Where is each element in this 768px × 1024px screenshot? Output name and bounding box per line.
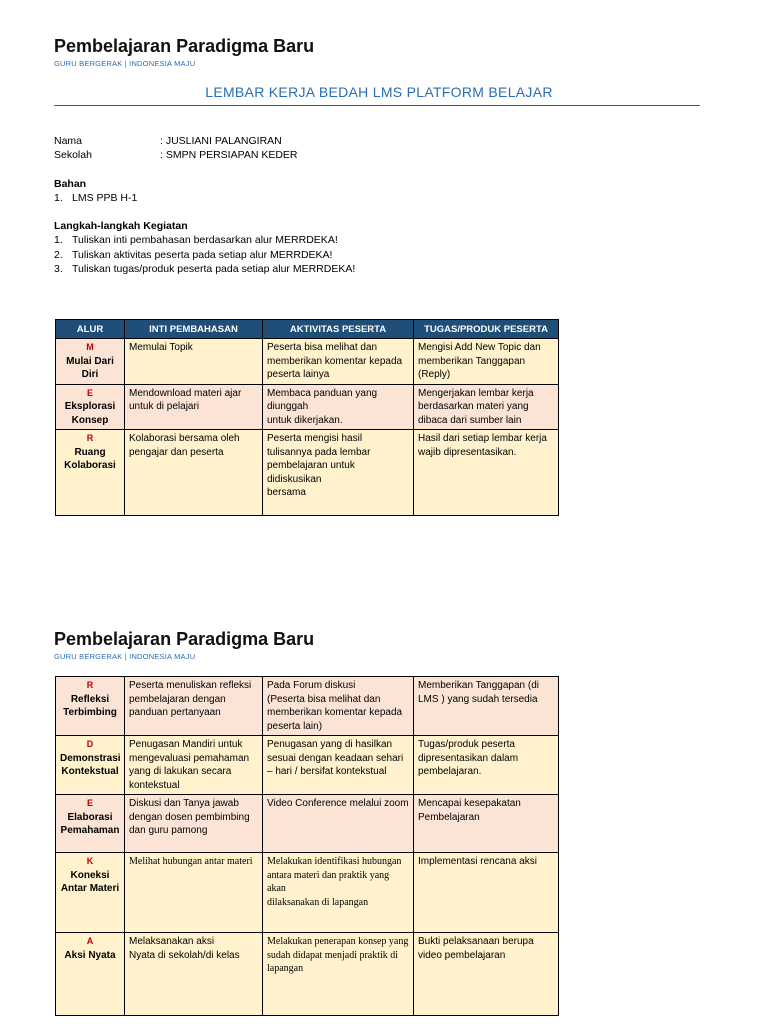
alur-cell [56, 736, 125, 795]
list-text: Tuliskan inti pembahasan berdasarkan alur MERRDEKA! [72, 234, 338, 247]
alur-letter: R [86, 680, 94, 690]
alur-cell [56, 853, 125, 933]
aktivitas-cell: Membaca panduan yang diunggah untuk dikerjakan. [263, 384, 414, 430]
aktivitas-cell: Peserta mengisi hasil tulisannya pada lembar pembelajaran untuk didiskusikan bersama [263, 430, 414, 516]
info-value: : JUSLIANI PALANGIRAN [160, 135, 282, 147]
list-item [54, 262, 355, 276]
alur-cell [56, 933, 125, 1016]
alur-cell [56, 430, 125, 516]
table-row [56, 677, 559, 736]
inti-cell: Kolaborasi bersama oleh pengajar dan peserta [125, 430, 263, 516]
page-header-title: Pembelajaran Paradigma Baru [54, 629, 315, 649]
langkah-section [54, 219, 355, 276]
aktivitas-cell: Peserta bisa melihat dan memberikan komentar kepada peserta lainya [263, 339, 414, 385]
alur-label: Koneksi Antar Materi [60, 869, 120, 894]
table-row [56, 795, 559, 853]
info-row-sekolah [54, 148, 298, 162]
alur-label: Refleksi Terbimbing [63, 693, 117, 718]
aktivitas-cell: Pada Forum diskusi (Peserta bisa melihat dan memberikan komentar kepada peserta lain) [263, 677, 414, 736]
alur-label: Aksi Nyata [64, 949, 116, 961]
inti-cell: Melihat hubungan antar materi [125, 853, 263, 933]
info-label: Sekolah [54, 149, 92, 162]
merrdeka-table-part-1 [55, 319, 559, 516]
alur-cell [56, 384, 125, 430]
bahan-list [54, 191, 137, 205]
alur-letter: K [86, 856, 94, 866]
column-header-aktivitas: AKTIVITAS PESERTA [263, 320, 414, 339]
alur-letter: D [86, 739, 94, 749]
aktivitas-cell: Melakukan penerapan konsep yang sudah didapat menjadi praktik di lapangan [263, 933, 414, 1016]
inti-cell: Mendownload materi ajar untuk di pelajari [125, 384, 263, 430]
list-item [54, 191, 137, 205]
tugas-cell: Mengerjakan lembar kerja berdasarkan materi yang dibaca dari sumber lain [414, 384, 559, 430]
tugas-cell: Mencapai kesepakatan Pembelajaran [414, 795, 559, 853]
info-label: Nama [54, 135, 83, 147]
alur-cell [56, 339, 125, 385]
langkah-heading: Langkah-langkah Kegiatan [54, 220, 188, 232]
inti-cell: Diskusi dan Tanya jawab dengan dosen pembimbing dan guru pamong [125, 795, 263, 853]
aktivitas-cell: Penugasan yang di hasilkan sesuai dengan keadaan sehari – hari / bersifat kontekstual [263, 736, 414, 795]
tugas-cell: Bukti pelaksanaan berupa video pembelajaran [414, 933, 559, 1016]
list-item [54, 248, 355, 262]
alur-letter: R [86, 433, 94, 443]
list-number: 3. [54, 262, 63, 275]
aktivitas-cell: Video Conference melalui zoom [263, 795, 414, 853]
document-title: LEMBAR KERJA BEDAH LMS PLATFORM BELAJAR [205, 84, 553, 100]
alur-cell [56, 795, 125, 853]
aktivitas-cell: Melakukan identifikasi hubungan antara materi dan praktik yang akan dilaksanakan di lapangan [263, 853, 414, 933]
alur-cell [56, 677, 125, 736]
page-header-subtitle: GURU BERGERAK | INDONESIA MAJU [54, 59, 196, 68]
list-number: 1. [54, 192, 63, 205]
tugas-cell: Tugas/produk peserta dipresentasikan dalam pembelajaran. [414, 736, 559, 795]
bahan-section [54, 177, 137, 206]
list-number: 1. [54, 234, 63, 247]
list-text: Tuliskan tugas/produk peserta pada setiap alur MERRDEKA! [72, 262, 356, 275]
alur-label: Ruang Kolaborasi [64, 446, 116, 471]
info-value: : SMPN PERSIAPAN KEDER [160, 149, 298, 162]
alur-letter: A [86, 936, 94, 946]
info-block [54, 134, 298, 163]
list-text: LMS PPB H-1 [72, 192, 138, 205]
langkah-list [54, 233, 355, 276]
column-header-inti: INTI PEMBAHASAN [125, 320, 263, 339]
column-header-tugas: TUGAS/PRODUK PESERTA [414, 320, 559, 339]
inti-cell: Penugasan Mandiri untuk mengevaluasi pemahaman yang di lakukan secara kontekstual [125, 736, 263, 795]
alur-letter: E [86, 387, 93, 398]
table-row [56, 933, 559, 1016]
page-header-subtitle: GURU BERGERAK | INDONESIA MAJU [54, 652, 196, 661]
tugas-cell: Implementasi rencana aksi [414, 853, 559, 933]
title-divider [54, 105, 700, 106]
inti-cell: Melaksanakan aksi Nyata di sekolah/di kelas [125, 933, 263, 1016]
list-text: Tuliskan aktivitas peserta pada setiap alur MERRDEKA! [72, 248, 333, 261]
merrdeka-table-part-2 [55, 676, 559, 1016]
table-row [56, 339, 559, 385]
alur-letter: M [86, 342, 94, 352]
bahan-heading: Bahan [54, 178, 87, 190]
tugas-cell: Mengisi Add New Topic dan memberikan Tanggapan (Reply) [414, 339, 559, 385]
alur-label: Mulai Dari Diri [66, 355, 114, 380]
table-row [56, 736, 559, 795]
table-header-row [56, 320, 559, 339]
alur-letter: E [86, 798, 93, 808]
alur-label: Eksplorasi Konsep [64, 401, 116, 426]
alur-label: Demonstrasi Kontekstual [60, 752, 121, 777]
info-row-nama [54, 134, 298, 148]
table-row [56, 384, 559, 430]
list-number: 2. [54, 248, 63, 261]
column-header-alur: ALUR [56, 320, 125, 339]
table-row [56, 853, 559, 933]
alur-label: Elaborasi Pemahaman [60, 811, 120, 836]
tugas-cell: Hasil dari setiap lembar kerja wajib dipresentasikan. [414, 430, 559, 516]
page-header-title: Pembelajaran Paradigma Baru [54, 36, 315, 56]
list-item [54, 233, 355, 247]
inti-cell: Memulai Topik [125, 339, 263, 385]
inti-cell: Peserta menuliskan refleksi pembelajaran dengan panduan pertanyaan [125, 677, 263, 736]
table-row [56, 430, 559, 516]
tugas-cell: Memberikan Tanggapan (di LMS ) yang sudah tersedia [414, 677, 559, 736]
